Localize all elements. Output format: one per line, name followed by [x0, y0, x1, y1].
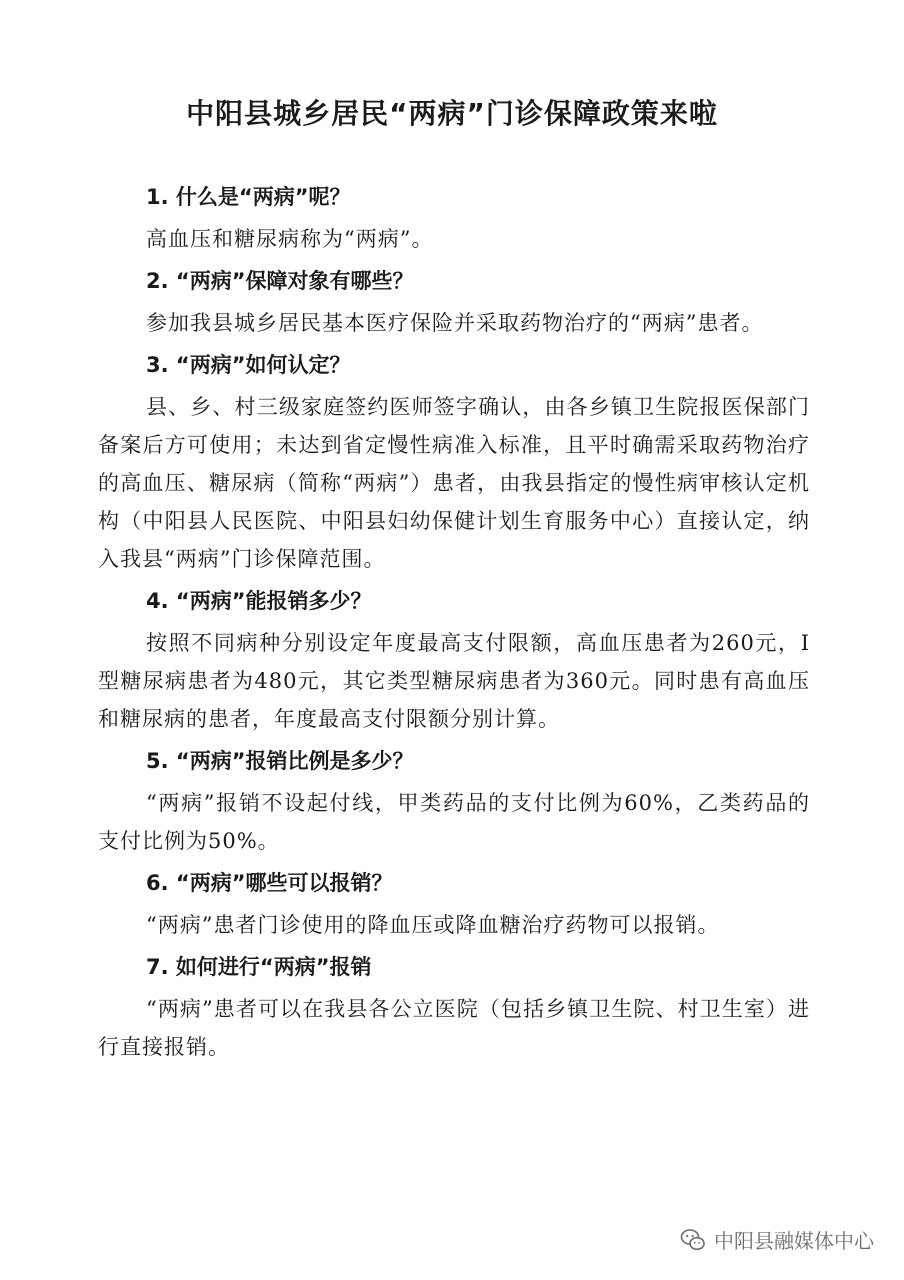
question-heading: 1. 什么是“两病”呢？ [146, 185, 351, 209]
wechat-icon [680, 1227, 706, 1253]
page-title: 中阳县城乡居民“两病”门诊保障政策来啦 [186, 97, 718, 130]
watermark [680, 1225, 874, 1254]
answer-paragraph: “两病”报销不设起付线，甲类药品的支付比例为60%，乙类药品的支付比例为50%。 [98, 791, 810, 853]
answer-paragraph: 参加我县城乡居民基本医疗保险并采取药物治疗的“两病”患者。 [146, 311, 764, 335]
section-1 [98, 178, 810, 258]
answer-paragraph: 高血压和糖尿病称为“两病”。 [146, 227, 434, 251]
answer-paragraph: 按照不同病种分别设定年度最高支付限额，高血压患者为260元，I型糖尿病患者为480元，其它类型糖尿病患者为360元。同时患有高血压和糖尿病的患者，年度最高支付限额分别计算。 [98, 631, 810, 731]
section-4 [98, 582, 810, 738]
answer-paragraph: “两病”患者门诊使用的降血压或降血糖治疗药物可以报销。 [146, 913, 720, 937]
section-6 [98, 864, 810, 944]
question-heading: 3. “两病”如何认定？ [146, 353, 351, 377]
section-3 [98, 346, 810, 578]
question-heading: 5. “两病”报销比例是多少？ [146, 749, 414, 773]
question-heading: 6. “两病”哪些可以报销？ [146, 871, 393, 895]
section-5 [98, 742, 810, 860]
answer-paragraph: “两病”患者可以在我县各公立医院（包括乡镇卫生院、村卫生室）进行直接报销。 [98, 997, 810, 1059]
question-heading: 7. 如何进行“两病”报销 [146, 955, 372, 979]
question-heading: 4. “两病”能报销多少？ [146, 589, 372, 613]
document-body [98, 178, 810, 1070]
watermark-text: 中阳县融媒体中心 [714, 1229, 874, 1253]
section-2 [98, 262, 810, 342]
section-7 [98, 948, 810, 1066]
question-heading: 2. “两病”保障对象有哪些？ [146, 269, 414, 293]
answer-paragraph: 县、乡、村三级家庭签约医师签字确认，由各乡镇卫生院报医保部门备案后方可使用；未达到省定慢性病准入标准，且平时确需采取药物治疗的高血压、糖尿病（简称“两病”）患者，由我县指定的慢性病审核认定机构（中阳县人民医院、中阳县妇幼保健计划生育服务中心）直接认定，纳入我县“两病”门诊保障范围。 [98, 395, 810, 571]
